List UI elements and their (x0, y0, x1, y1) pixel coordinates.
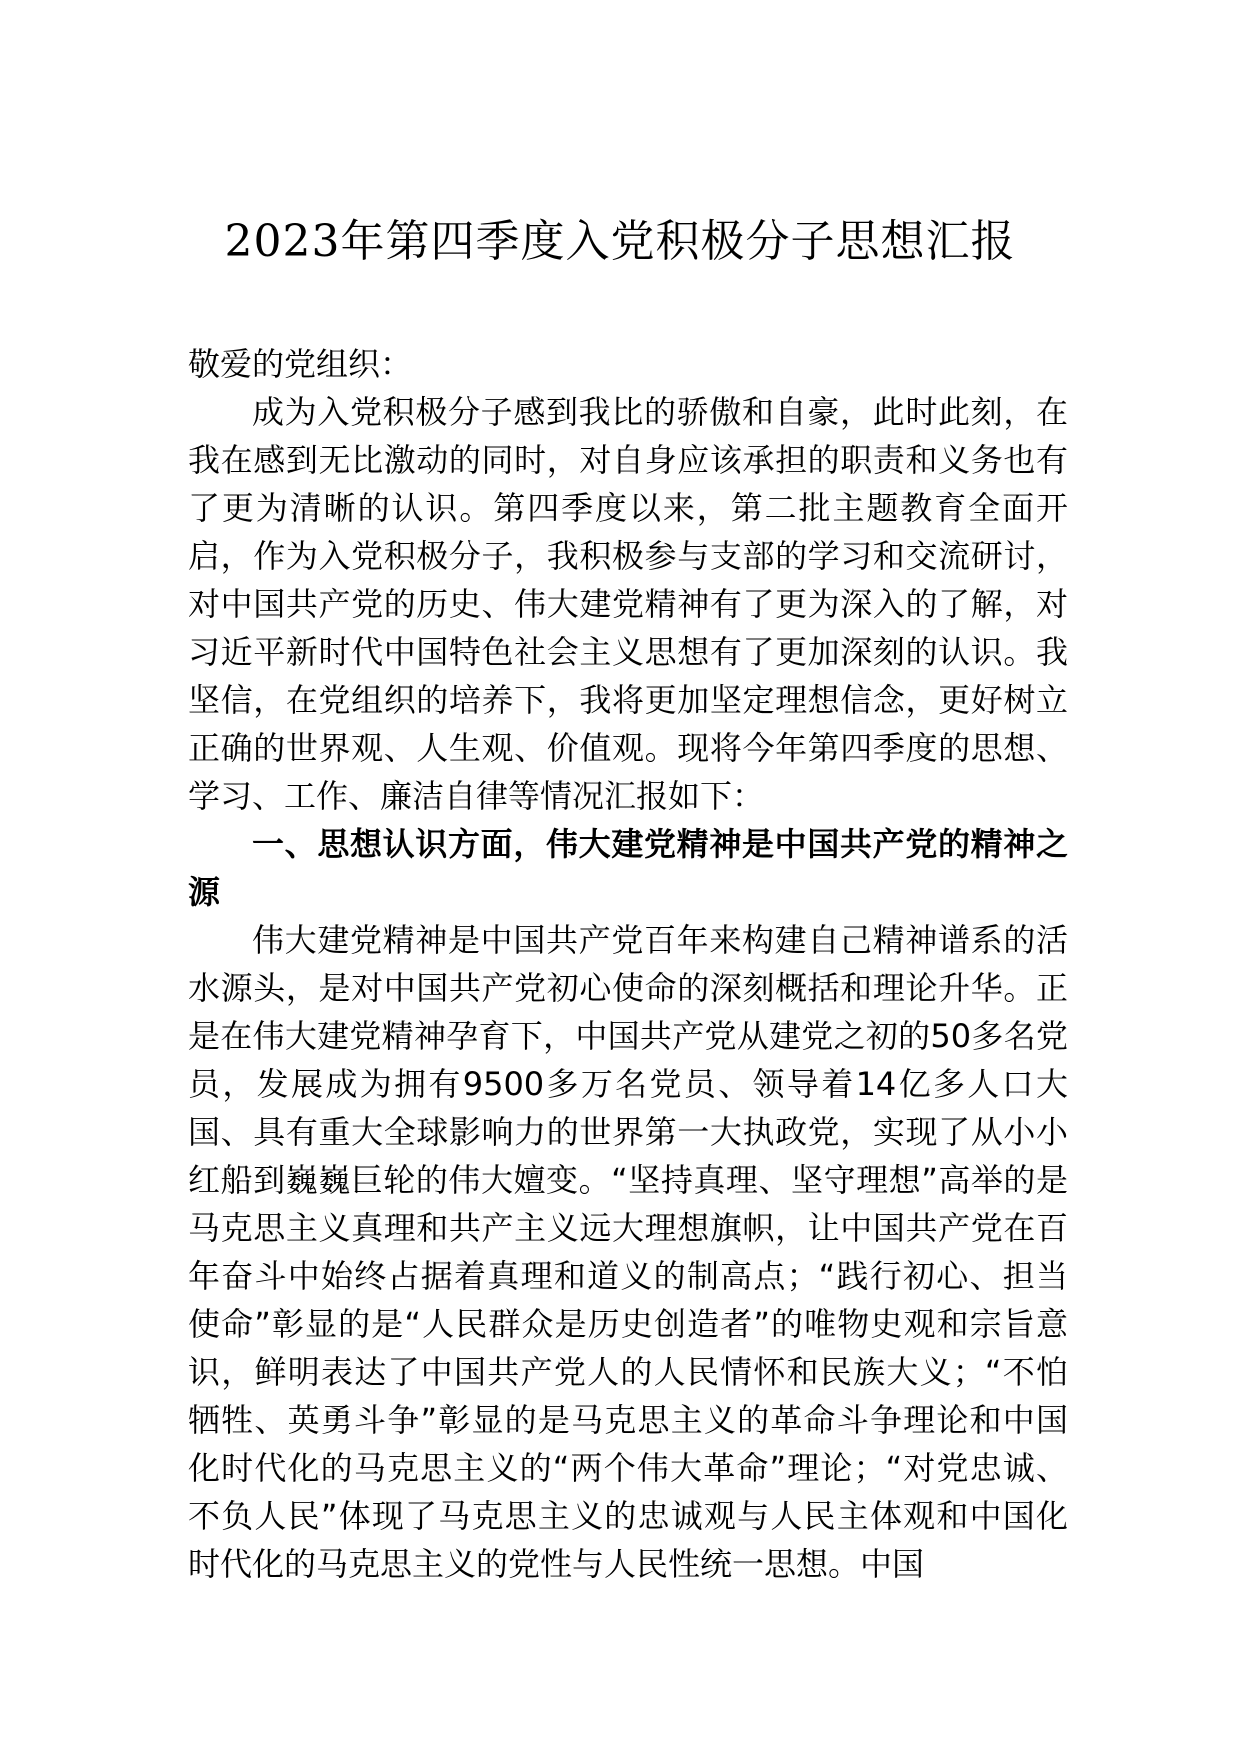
section-paragraph: 伟大建党精神是中国共产党百年来构建自己精神谱系的活水源头，是对中国共产党初心使命的深刻概括和理论升华。正是在伟大建党精神孕育下，中国共产党从建党之初的50多名党员，发展成为拥有9500多万名党员、领导着14亿多人口大国、具有重大全球影响力的世界第一大执政党，实现了从小小红船到巍巍巨轮的伟大嬗变。“坚持真理、坚守理想”高举的是马克思主义真理和共产主义远大理想旗帜，让中国共产党在百年奋斗中始终占据着真理和道义的制高点；“践行初心、担当使命”彰显的是“人民群众是历史创造者”的唯物史观和宗旨意识，鲜明表达了中国共产党人的人民情怀和民族大义；“不怕牺牲、英勇斗争”彰显的是马克思主义的革命斗争理论和中国化时代化的马克思主义的“两个伟大革命”理论；“对党忠诚、不负人民”体现了马克思主义的忠诚观与人民主体观和中国化时代化的马克思主义的党性与人民性统一思想。中国 (188, 921, 1068, 1583)
salutation: 敬爱的党组织： (188, 345, 413, 383)
document-body (188, 340, 1068, 1588)
section-heading: 一、思想认识方面，伟大建党精神是中国共产党的精神之源 (188, 825, 1068, 911)
document-title: 2023年第四季度入党积极分子思想汇报 (224, 216, 1016, 267)
intro-paragraph: 成为入党积极分子感到我比的骄傲和自豪，此时此刻，在我在感到无比激动的同时，对自身应该承担的职责和义务也有了更为清晰的认识。第四季度以来，第二批主题教育全面开启，作为入党积极分子，我积极参与支部的学习和交流研讨，对中国共产党的历史、伟大建党精神有了更为深入的了解，对习近平新时代中国特色社会主义思想有了更加深刻的认识。我坚信，在党组织的培养下，我将更加坚定理想信念，更好树立正确的世界观、人生观、价值观。现将今年第四季度的思想、学习、工作、廉洁自律等情况汇报如下： (188, 393, 1068, 815)
